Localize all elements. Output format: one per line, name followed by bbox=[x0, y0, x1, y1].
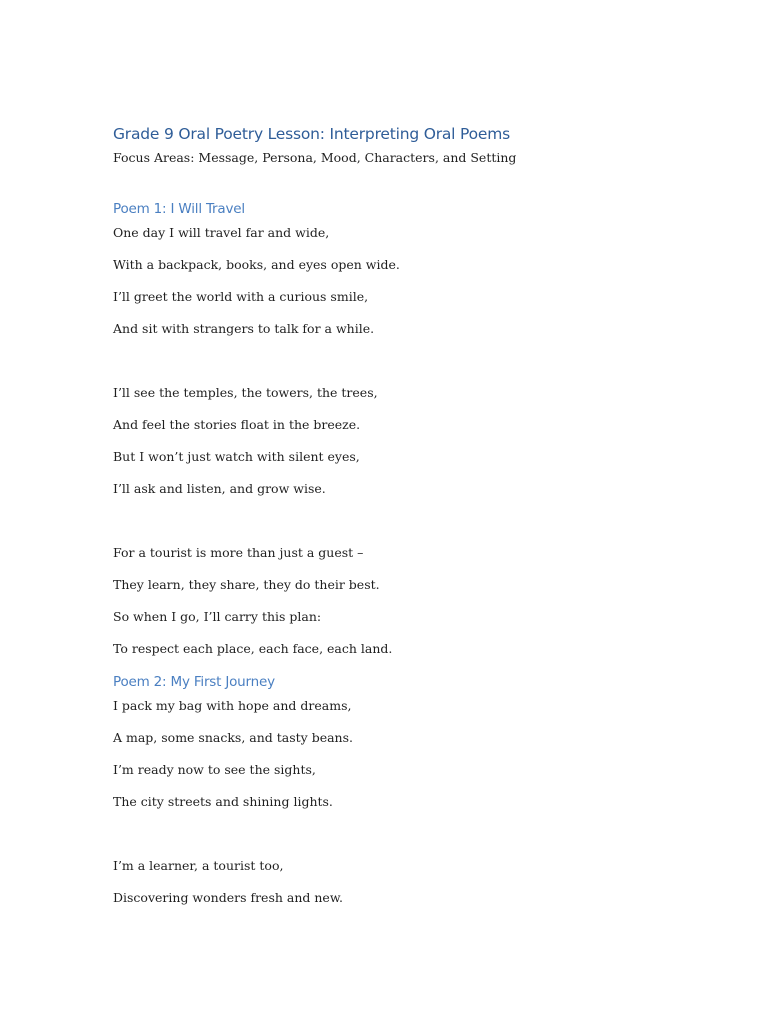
poem-1-line-2: With a backpack, books, and eyes open wide. bbox=[113, 257, 400, 272]
poem-1-line-5: I’ll see the temples, the towers, the trees, bbox=[113, 385, 378, 400]
poem-1-line-4: And sit with strangers to talk for a while. bbox=[113, 321, 375, 336]
poem-1-line-1: One day I will travel far and wide, bbox=[113, 225, 330, 240]
poem-1-line-12: To respect each place, each face, each land. bbox=[113, 641, 393, 656]
poem-1-line-7: But I won’t just watch with silent eyes, bbox=[113, 449, 360, 464]
poem-1-line-11: So when I go, I’ll carry this plan: bbox=[113, 609, 322, 624]
poem-2-heading: Poem 2: My First Journey bbox=[113, 674, 275, 690]
poem-1-line-8: I’ll ask and listen, and grow wise. bbox=[113, 481, 326, 496]
poem-1-line-9: For a tourist is more than just a guest – bbox=[113, 545, 364, 560]
poem-2-line-3: I’m ready now to see the sights, bbox=[113, 762, 316, 777]
poem-1-line-3: I’ll greet the world with a curious smile, bbox=[113, 289, 369, 304]
poem-1-line-10: They learn, they share, they do their best. bbox=[113, 577, 380, 592]
document-title: Grade 9 Oral Poetry Lesson: Interpreting Oral Poems bbox=[113, 125, 511, 143]
poem-2-line-5: I’m a learner, a tourist too, bbox=[113, 858, 284, 873]
poem-1-heading: Poem 1: I Will Travel bbox=[113, 201, 245, 217]
document-subtitle: Focus Areas: Message, Persona, Mood, Characters, and Setting bbox=[113, 150, 517, 165]
poem-2-line-6: Discovering wonders fresh and new. bbox=[113, 890, 344, 905]
poem-1-line-6: And feel the stories float in the breeze. bbox=[113, 417, 361, 432]
poem-2-line-2: A map, some snacks, and tasty beans. bbox=[113, 730, 353, 745]
poem-2-line-4: The city streets and shining lights. bbox=[113, 794, 333, 809]
poem-2-line-1: I pack my bag with hope and dreams, bbox=[113, 698, 352, 713]
